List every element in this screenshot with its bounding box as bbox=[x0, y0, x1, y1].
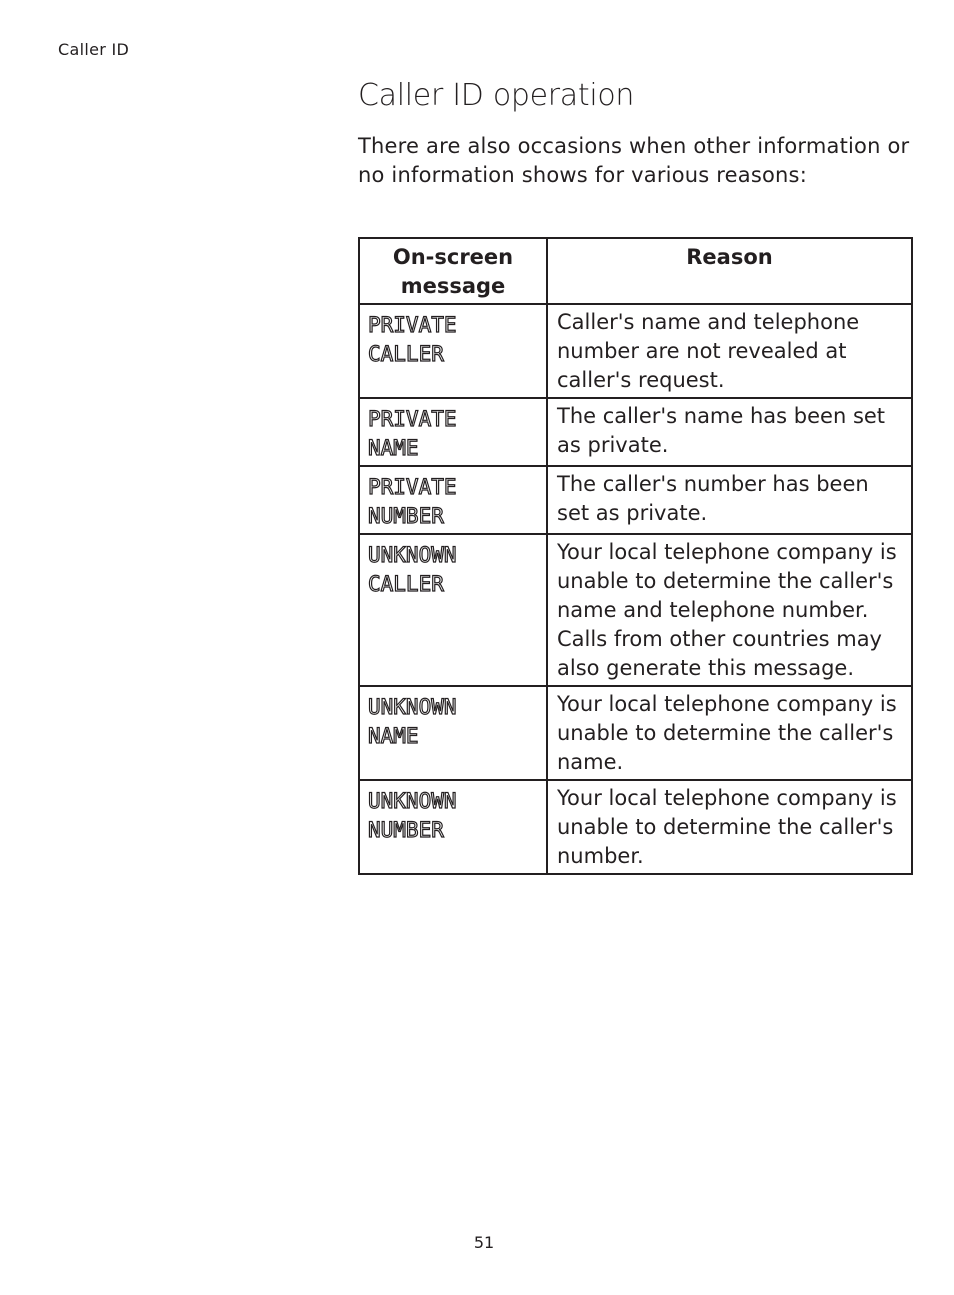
table-row bbox=[359, 534, 912, 686]
message-line: NUMBER bbox=[368, 818, 444, 842]
page-number: 51 bbox=[473, 1233, 495, 1252]
reason-cell: The caller's number has been set as private. bbox=[547, 466, 912, 534]
running-header: Caller ID bbox=[58, 40, 130, 59]
message-line: PRIVATE bbox=[368, 475, 457, 499]
table-row bbox=[359, 686, 912, 780]
page-title: Caller ID operation bbox=[358, 78, 635, 113]
intro-paragraph: There are also occasions when other information or no information shows for various reasons: bbox=[358, 134, 910, 187]
message-line: CALLER bbox=[368, 572, 444, 596]
table-row bbox=[359, 466, 912, 534]
main-content bbox=[358, 74, 911, 875]
on-screen-message bbox=[359, 304, 547, 398]
message-line: UNKNOWN bbox=[368, 695, 457, 719]
caller-id-messages-table bbox=[358, 237, 913, 875]
reason-cell: Your local telephone company is unable to determine the caller's name. bbox=[547, 686, 912, 780]
table-header-row bbox=[359, 238, 912, 304]
message-line: NAME bbox=[368, 436, 419, 460]
table-row bbox=[359, 398, 912, 466]
message-line: NAME bbox=[368, 724, 419, 748]
on-screen-message bbox=[359, 780, 547, 874]
reason-cell: Caller's name and telephone number are not revealed at caller's request. bbox=[547, 304, 912, 398]
on-screen-message bbox=[359, 686, 547, 780]
message-line: NUMBER bbox=[368, 504, 444, 528]
reason-cell: Your local telephone company is unable to determine the caller's number. bbox=[547, 780, 912, 874]
column-header-message: On-screen message bbox=[359, 238, 547, 304]
on-screen-message bbox=[359, 466, 547, 534]
message-line: PRIVATE bbox=[368, 313, 457, 337]
message-line: CALLER bbox=[368, 342, 444, 366]
table-row bbox=[359, 780, 912, 874]
message-line: UNKNOWN bbox=[368, 543, 457, 567]
on-screen-message bbox=[359, 398, 547, 466]
column-header-reason: Reason bbox=[547, 238, 912, 304]
table-row bbox=[359, 304, 912, 398]
message-line: PRIVATE bbox=[368, 407, 457, 431]
message-line: UNKNOWN bbox=[368, 789, 457, 813]
reason-cell: Your local telephone company is unable to determine the caller's name and telephone number. Calls from other countries may also generate this message. bbox=[547, 534, 912, 686]
on-screen-message bbox=[359, 534, 547, 686]
reason-cell: The caller's name has been set as private. bbox=[547, 398, 912, 466]
